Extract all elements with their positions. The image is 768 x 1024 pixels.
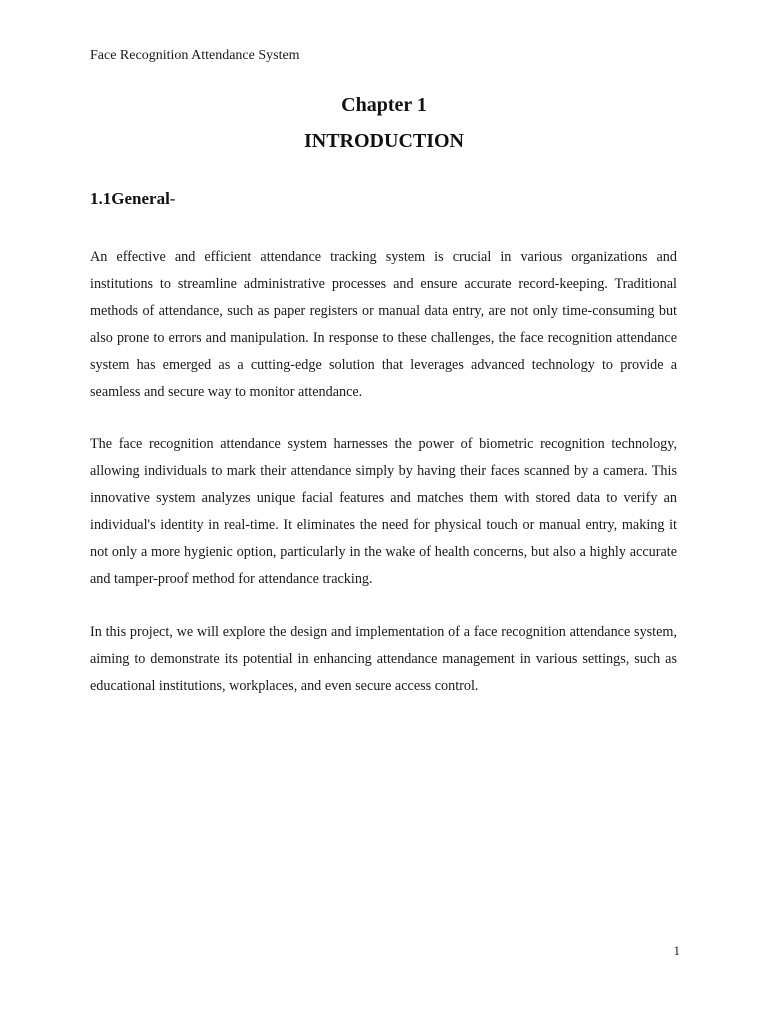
chapter-label: Chapter 1 (341, 94, 427, 116)
section-heading (90, 188, 175, 210)
section-heading-suffix: - (169, 189, 176, 208)
paragraph-2: The face recognition attendance system harnesses the power of biometric recognition technology, allowing individuals to mark their attendance simply by having their faces scanned by a camera. This innovative system analyzes unique facial features and matches them with stored data to verify an individual's identity in real-time. It eliminates the need for physical touch or manual entry, making it not only a more hygienic option, particularly in the wake of health concerns, but also a highly accurate and tamper-proof method for attendance tracking. (90, 436, 677, 587)
section-number-title: 1.1General (90, 189, 170, 208)
paragraph-1: An effective and efficient attendance tracking system is crucial in various organizations and institutions to streamline administrative processes and ensure accurate record-keeping. Traditional methods of attendance, such as paper registers or manual data entry, are not only time-consuming but also prone to errors and manipulation. In response to these challenges, the face recognition attendance system has emerged as a cutting-edge solution that leverages advanced technology to provide a seamless and secure way to monitor attendance. (90, 249, 677, 400)
chapter-title: INTRODUCTION (303, 130, 465, 152)
running-header: Face Recognition Attendance System (90, 48, 300, 63)
paragraph-3: In this project, we will explore the design and implementation of a face recognition attendance system, aiming to demonstrate its potential in enhancing attendance management in various settings, such as educational institutions, workplaces, and even secure access control. (90, 624, 677, 694)
page-number: 1 (673, 943, 680, 958)
